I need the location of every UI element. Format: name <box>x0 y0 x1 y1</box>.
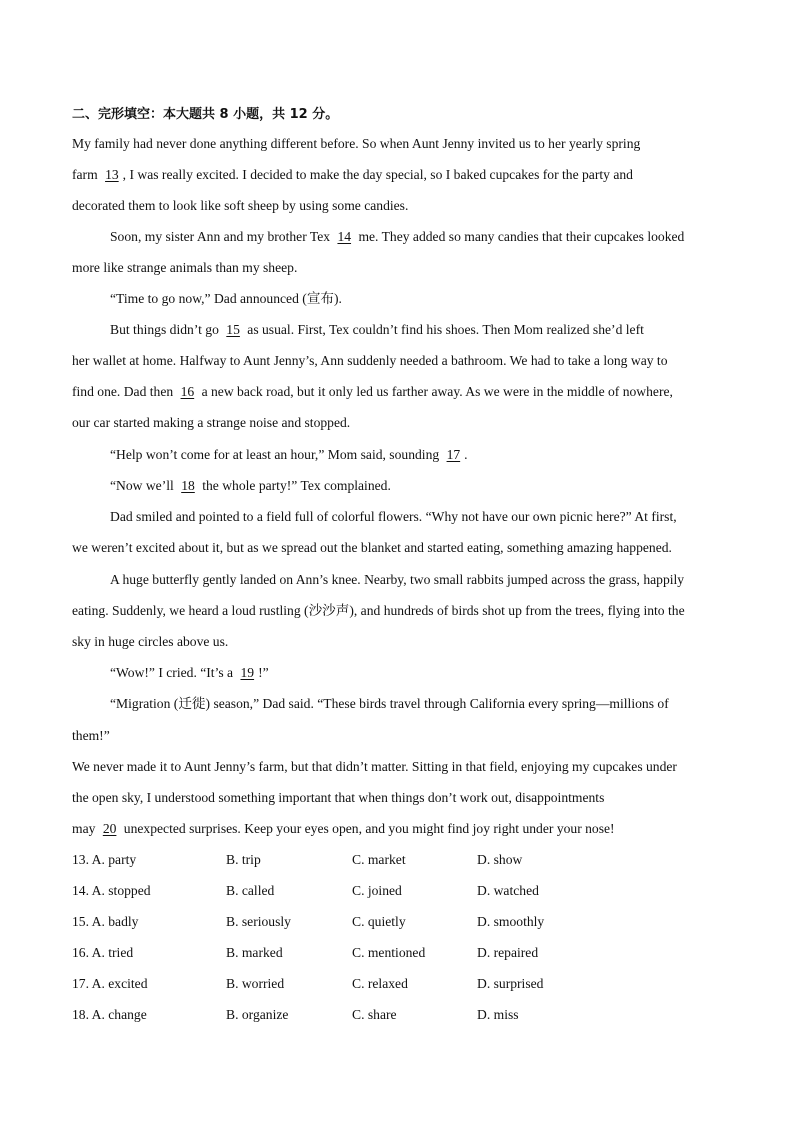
passage-text: as usual. First, Tex couldn’t find his shoes. Then Mom realized she’d left <box>243 322 644 337</box>
passage-line <box>72 166 633 184</box>
option-c: C. mentioned <box>352 945 426 960</box>
passage-line <box>72 414 350 432</box>
passage-line <box>110 321 644 339</box>
question-row <box>72 852 632 870</box>
option-d: D. surprised <box>477 976 544 991</box>
passage-text: Dad smiled and pointed to a field full of colorful flowers. “Why not have our own picnic here?” At first, <box>110 509 677 524</box>
passage-text: we weren’t excited about it, but as we spread out the blanket and started eating, something amazing happened. <box>72 540 672 555</box>
passage-text: farm <box>72 167 102 182</box>
passage-line <box>72 727 110 745</box>
blank-16: 16 <box>180 384 195 399</box>
passage-text: more like strange animals than my sheep. <box>72 260 298 275</box>
passage-text: unexpected surprises. Keep your eyes open, and you might find joy right under your nose! <box>120 821 615 836</box>
option-a: 17. A. excited <box>72 976 148 991</box>
option-c: C. quietly <box>352 914 406 929</box>
blank-19: 19 <box>240 665 255 680</box>
question-row <box>72 945 632 963</box>
passage-line <box>110 290 342 308</box>
passage-text: a new back road, but it only led us farther away. As we were in the middle of nowhere, <box>198 384 673 399</box>
passage-text: . <box>464 447 468 462</box>
passage-text: our car started making a strange noise and stopped. <box>72 415 351 430</box>
option-a: 18. A. change <box>72 1007 147 1022</box>
passage-text: But things didn’t go <box>110 322 223 337</box>
option-c: C. joined <box>352 883 402 898</box>
passage-text: them!” <box>72 728 110 743</box>
passage-text: My family had never done anything different before. So when Aunt Jenny invited us to her yearly spring <box>72 136 641 151</box>
passage-text: Soon, my sister Ann and my brother Tex <box>110 229 334 244</box>
option-d: D. smoothly <box>477 914 545 929</box>
passage-line <box>72 135 640 153</box>
passage-line <box>110 477 391 495</box>
passage-text: “Wow!” I cried. “It’s a <box>110 665 237 680</box>
question-row <box>72 883 632 901</box>
option-c: C. market <box>352 852 406 867</box>
passage-text: , I was really excited. I decided to make the day special, so I baked cupcakes for the party and <box>122 167 633 182</box>
option-b: B. worried <box>226 976 285 991</box>
passage-line <box>110 446 468 464</box>
blank-14: 14 <box>337 229 352 244</box>
section-heading: 二、完形填空：本大题共 8 小题，共 12 分。 <box>72 107 339 122</box>
blank-18: 18 <box>181 478 195 493</box>
passage-text: eating. Suddenly, we heard a loud rustling (沙沙声), and hundreds of birds shot up from the trees, flying into the <box>72 603 685 618</box>
passage-line <box>72 758 677 776</box>
passage-line <box>72 352 668 370</box>
passage-text: the open sky, I understood something important that when things don’t work out, disappointments <box>72 790 605 805</box>
passage-line <box>72 197 408 215</box>
passage-text: “Migration (迁徙) season,” Dad said. “These birds travel through California every spring—millions of <box>110 696 669 711</box>
option-b: B. organize <box>226 1007 289 1022</box>
option-a: 14. A. stopped <box>72 883 151 898</box>
passage-text: “Now we’ll <box>110 478 178 493</box>
passage-text: We never made it to Aunt Jenny’s farm, but that didn’t matter. Sitting in that field, enjoying my cupcakes under <box>72 759 677 774</box>
passage-text: “Help won’t come for at least an hour,” Mom said, sounding <box>110 447 443 462</box>
passage-line <box>110 571 684 589</box>
passage-text: decorated them to look like soft sheep by using some candies. <box>72 198 409 213</box>
passage-line <box>72 602 685 620</box>
option-b: B. called <box>226 883 275 898</box>
passage-line <box>110 664 269 682</box>
option-b: B. seriously <box>226 914 291 929</box>
question-row <box>72 976 632 994</box>
passage-line <box>72 259 297 277</box>
blank-17: 17 <box>446 447 461 462</box>
passage-text: !” <box>258 665 269 680</box>
passage-text: me. They added so many candies that their cupcakes looked <box>355 229 685 244</box>
passage-text: her wallet at home. Halfway to Aunt Jenny’s, Ann suddenly needed a bathroom. We had to take a long way to <box>72 353 668 368</box>
option-c: C. relaxed <box>352 976 408 991</box>
passage-text: “Time to go now,” Dad announced (宣布). <box>110 291 342 306</box>
passage-text: sky in huge circles above us. <box>72 634 229 649</box>
option-a: 16. A. tried <box>72 945 134 960</box>
option-d: D. show <box>477 852 523 867</box>
passage-line <box>110 508 677 526</box>
option-d: D. repaired <box>477 945 539 960</box>
option-a: 15. A. badly <box>72 914 139 929</box>
option-b: B. marked <box>226 945 283 960</box>
passage-line <box>110 695 669 713</box>
passage-line <box>72 539 672 557</box>
question-row <box>72 914 632 932</box>
passage-line <box>72 789 604 807</box>
option-d: D. watched <box>477 883 539 898</box>
passage-text: A huge butterfly gently landed on Ann’s knee. Nearby, two small rabbits jumped across the grass, happily <box>110 572 685 587</box>
blank-13: 13 <box>105 167 119 182</box>
option-a: 13. A. party <box>72 852 137 867</box>
passage-line <box>110 228 684 246</box>
passage-line <box>72 383 673 401</box>
option-b: B. trip <box>226 852 261 867</box>
option-d: D. miss <box>477 1007 519 1022</box>
passage-text: find one. Dad then <box>72 384 177 399</box>
blank-15: 15 <box>226 322 240 337</box>
passage-text: the whole party!” Tex complained. <box>198 478 391 493</box>
question-row <box>72 1007 632 1025</box>
blank-20: 20 <box>102 821 117 836</box>
passage-line <box>72 633 228 651</box>
passage-text: may <box>72 821 99 836</box>
passage-line <box>72 820 615 838</box>
option-c: C. share <box>352 1007 397 1022</box>
